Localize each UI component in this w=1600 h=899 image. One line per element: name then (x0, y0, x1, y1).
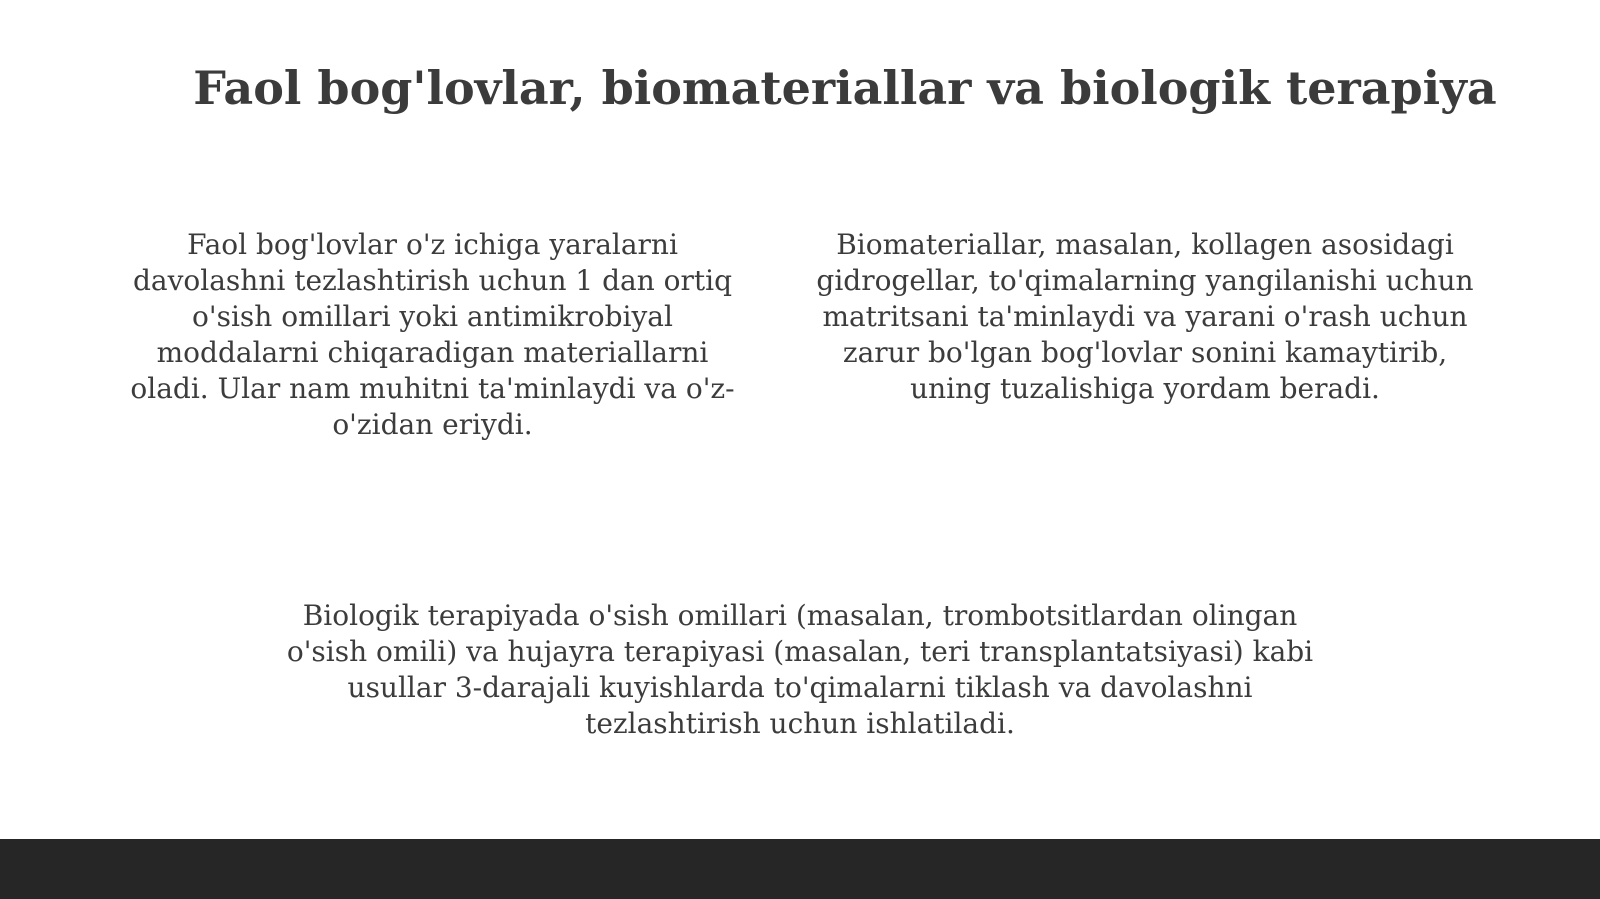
paragraph-active-dressings: Faol bog'lovlar o'z ichiga yaralarni davolashni tezlashtirish uchun 1 dan ortiq o'sish omillari yoki antimikrobiyal moddalarni chiqaradigan materiallarni oladi. Ular nam muhitni ta'minlaydi va o'z-o'zidan eriydi. (130, 228, 735, 441)
slide-title: Faol bog'lovlar, biomateriallar va biologik terapiya (193, 61, 1497, 115)
paragraph-biomaterials: Biomateriallar, masalan, kollagen asosidagi gidrogellar, to'qimalarning yangilanishi uchun matritsani ta'minlaydi va yarani o'rash uchun zarur bo'lgan bog'lovlar sonini kamaytirib, uning tuzalishiga yordam beradi. (816, 228, 1474, 405)
footer-bar (0, 839, 1600, 899)
paragraph-biological-therapy: Biologik terapiyada o'sish omillari (masalan, trombotsitlardan olingan o'sish omili) va hujayra terapiyasi (masalan, teri transplantatsiyasi) kabi usullar 3-darajali kuyishlarda to'qimalarni tiklash va davolashni tezlashtirish uchun ishlatiladi. (286, 599, 1314, 740)
